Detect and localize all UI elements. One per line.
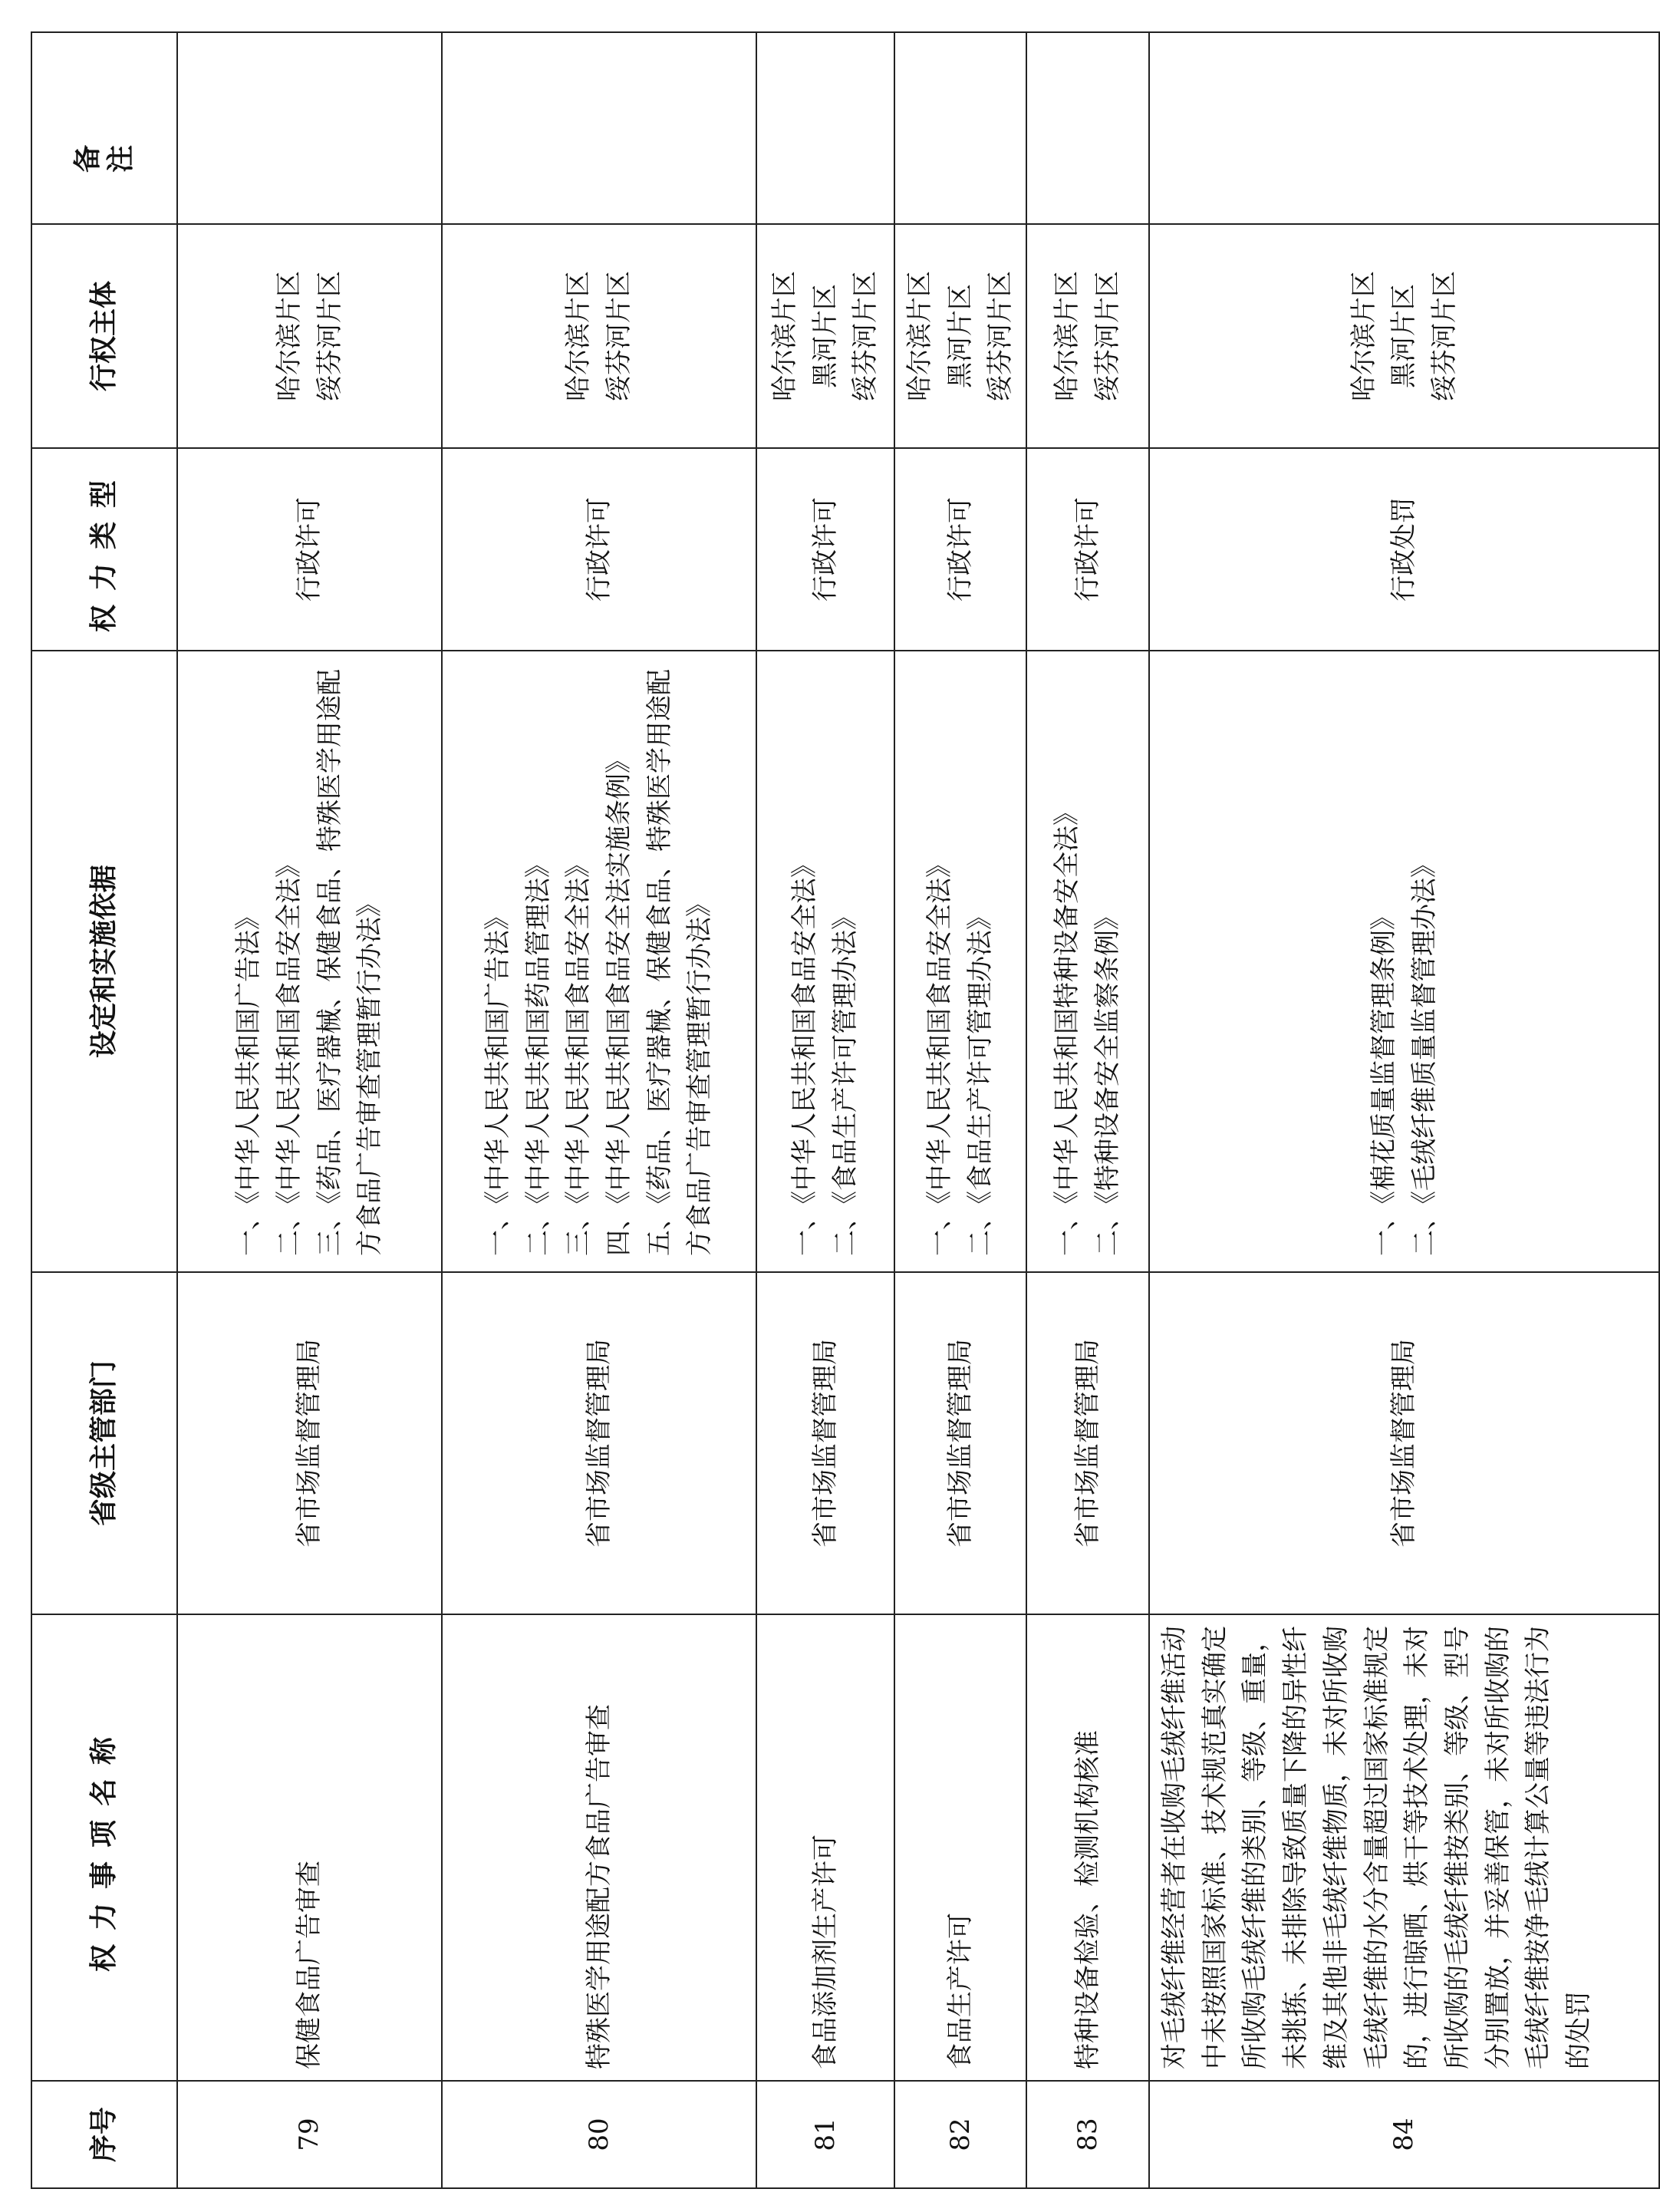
subject-line: 黑河片区 xyxy=(1388,284,1420,388)
basis-line: 二、《中华人民共和国食品安全法》 xyxy=(273,852,305,1256)
power-list-table xyxy=(31,31,1660,2189)
header-dept: 省级主管部门 xyxy=(31,1272,177,1614)
basis-line: 三、《药品、医疗器械、保健食品、特殊医学用途配方食品广告审查管理暂行办法》 xyxy=(314,669,386,1256)
basis-line: 二、《中华人民共和国药品管理法》 xyxy=(522,852,554,1256)
header-basis: 设定和实施依据 xyxy=(31,651,177,1272)
row-type: 行政许可 xyxy=(894,448,1026,651)
row-seq: 82 xyxy=(894,2081,1026,2188)
basis-line: 四、《中华人民共和国食品安全法实施条例》 xyxy=(604,747,634,1256)
row-type: 行政许可 xyxy=(177,448,442,651)
subject-line: 哈尔滨片区 xyxy=(904,271,935,401)
basis-line: 一、《中华人民共和国食品安全法》 xyxy=(789,852,821,1256)
header-row xyxy=(31,32,177,2188)
row-dept: 省市场监督管理局 xyxy=(894,1272,1026,1614)
row-seq: 81 xyxy=(756,2081,894,2188)
subject-line: 哈尔滨片区 xyxy=(563,271,595,401)
subject-line: 哈尔滨片区 xyxy=(273,271,305,401)
row-subject xyxy=(442,224,756,448)
table-row xyxy=(1149,32,1659,2188)
row-type: 行政许可 xyxy=(1026,448,1149,651)
row-basis xyxy=(756,651,894,1272)
row-remark xyxy=(756,32,894,224)
table-row xyxy=(1026,32,1149,2188)
row-basis xyxy=(1149,651,1659,1272)
row-dept: 省市场监督管理局 xyxy=(1026,1272,1149,1614)
row-type: 行政许可 xyxy=(442,448,756,651)
basis-line: 一、《中华人民共和国特种设备安全法》 xyxy=(1052,799,1083,1256)
basis-line: 二、《食品生产许可管理办法》 xyxy=(830,904,861,1256)
row-type: 行政许可 xyxy=(756,448,894,651)
row-subject xyxy=(1149,224,1659,448)
header-subject: 行权主体 xyxy=(31,224,177,448)
subject-line: 哈尔滨片区 xyxy=(769,271,800,401)
subject-line: 绥芬河片区 xyxy=(314,271,345,401)
basis-line: 二、《特种设备安全监察条例》 xyxy=(1092,904,1124,1256)
row-remark xyxy=(442,32,756,224)
row-dept: 省市场监督管理局 xyxy=(1149,1272,1659,1614)
subject-line: 哈尔滨片区 xyxy=(1348,271,1379,401)
subject-line: 绥芬河片区 xyxy=(604,271,634,401)
basis-line: 二、《毛绒纤维质量监督管理办法》 xyxy=(1408,852,1440,1256)
row-seq: 83 xyxy=(1026,2081,1149,2188)
subject-line: 绥芬河片区 xyxy=(1092,271,1124,401)
row-remark xyxy=(894,32,1026,224)
row-name: 食品添加剂生产许可 xyxy=(756,1614,894,2081)
basis-line: 五、《药品、医疗器械、保健食品、特殊医学用途配方食品广告审查管理暂行办法》 xyxy=(644,669,716,1256)
row-basis xyxy=(1026,651,1149,1272)
row-name: 食品生产许可 xyxy=(894,1614,1026,2081)
row-subject xyxy=(1026,224,1149,448)
basis-line: 一、《中华人民共和国食品安全法》 xyxy=(924,852,956,1256)
row-dept: 省市场监督管理局 xyxy=(442,1272,756,1614)
subject-line: 绥芬河片区 xyxy=(985,271,1016,401)
table-body xyxy=(177,32,1659,2188)
row-seq: 79 xyxy=(177,2081,442,2188)
row-seq: 84 xyxy=(1149,2081,1659,2188)
table-row xyxy=(177,32,442,2188)
header-remark: 备注 xyxy=(31,32,177,224)
row-subject xyxy=(756,224,894,448)
table-row xyxy=(442,32,756,2188)
basis-line: 一、《中华人民共和国广告法》 xyxy=(482,904,513,1256)
row-dept: 省市场监督管理局 xyxy=(177,1272,442,1614)
header-type: 权力类型 xyxy=(31,448,177,651)
row-basis xyxy=(894,651,1026,1272)
header-name: 权力事项名称 xyxy=(31,1614,177,2081)
subject-line: 绥芬河片区 xyxy=(1428,271,1460,401)
row-dept: 省市场监督管理局 xyxy=(756,1272,894,1614)
row-seq: 80 xyxy=(442,2081,756,2188)
basis-line: 二、《食品生产许可管理办法》 xyxy=(965,904,996,1256)
table-row xyxy=(756,32,894,2188)
basis-line: 一、《中华人民共和国广告法》 xyxy=(233,904,265,1256)
row-name: 保健食品广告审查 xyxy=(177,1614,442,2081)
row-basis xyxy=(442,651,756,1272)
row-name: 特殊医学用途配方食品广告审查 xyxy=(442,1614,756,2081)
basis-line: 一、《棉花质量监督管理条例》 xyxy=(1368,904,1399,1256)
subject-line: 黑河片区 xyxy=(944,284,976,388)
row-name: 对毛绒纤维经营者在收购毛绒纤维活动中未按照国家标准、技术规范真实确定所收购毛绒纤维的类别、等级、重量，未挑拣、未排除导致质量下降的异性纤维及其他非毛绒纤维物质，未对所收购毛绒纤维的水分含量超过国家标准规定的，进行晾晒、烘干等技术处理，未对所收购的毛绒纤维按类别、等级、型号分别置放，并妥善保管，未对所收购的毛绒纤维按净毛绒计算公量等违法行为的处罚 xyxy=(1149,1614,1659,2081)
row-basis xyxy=(177,651,442,1272)
subject-line: 哈尔滨片区 xyxy=(1052,271,1083,401)
subject-line: 黑河片区 xyxy=(809,284,841,388)
basis-line: 三、《中华人民共和国食品安全法》 xyxy=(563,852,595,1256)
row-subject xyxy=(177,224,442,448)
header-seq: 序号 xyxy=(31,2081,177,2188)
row-subject xyxy=(894,224,1026,448)
row-remark xyxy=(177,32,442,224)
row-name: 特种设备检验、检测机构核准 xyxy=(1026,1614,1149,2081)
row-type: 行政处罚 xyxy=(1149,448,1659,651)
subject-line: 绥芬河片区 xyxy=(850,271,881,401)
table-row xyxy=(894,32,1026,2188)
row-remark xyxy=(1149,32,1659,224)
row-remark xyxy=(1026,32,1149,224)
